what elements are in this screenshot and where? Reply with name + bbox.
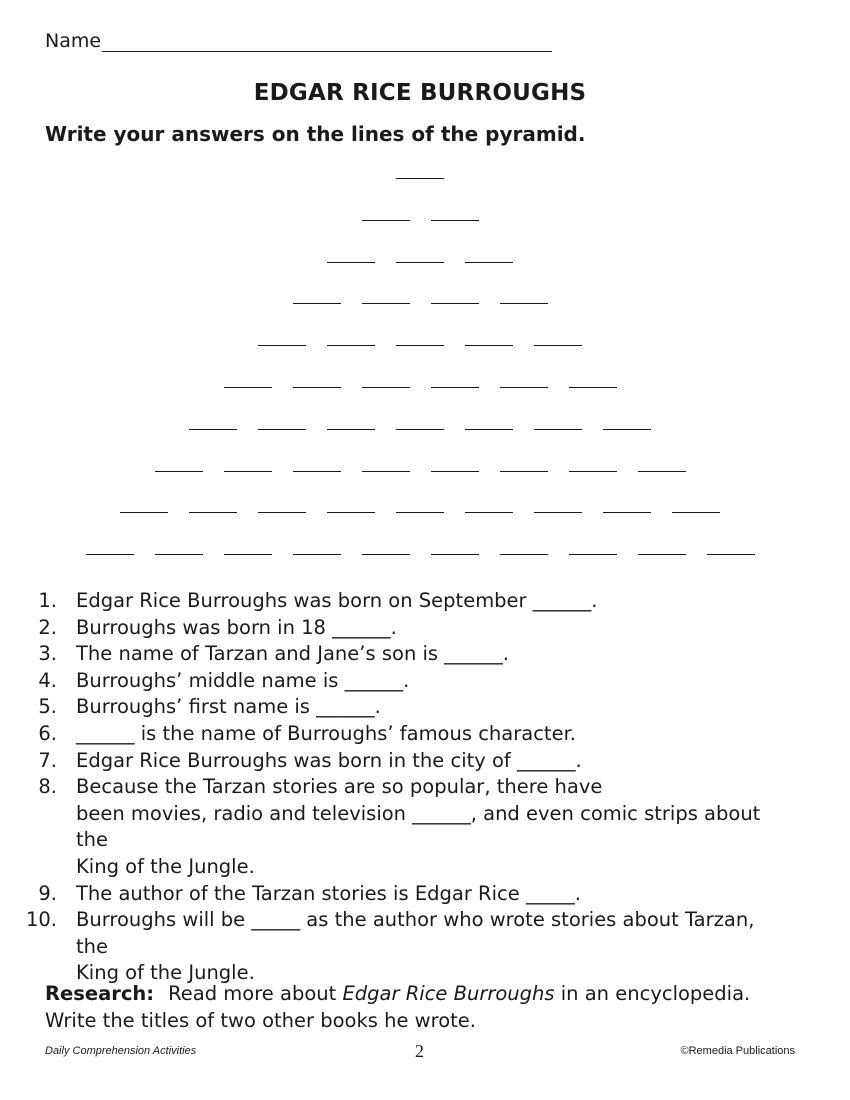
pyramid-answer-blank[interactable]	[327, 345, 375, 346]
pyramid-answer-blank[interactable]	[293, 303, 341, 304]
pyramid-answer-blank[interactable]	[431, 471, 479, 472]
pyramid-answer-blank[interactable]	[500, 387, 548, 388]
pyramid-row	[0, 220, 840, 221]
pyramid-answer-blank[interactable]	[258, 512, 306, 513]
pyramid-answer-blank[interactable]	[707, 554, 755, 555]
pyramid-answer-blank[interactable]	[534, 512, 582, 513]
question-number: 8.	[38, 775, 57, 799]
pyramid-answer-blank[interactable]	[431, 554, 479, 555]
pyramid-answer-blank[interactable]	[224, 471, 272, 472]
pyramid-answer-blank[interactable]	[293, 471, 341, 472]
question-text: Edgar Rice Burroughs was born in the city of ______.	[76, 748, 582, 772]
pyramid-answer-blank[interactable]	[293, 387, 341, 388]
footer-series-title: Daily Comprehension Activities	[45, 1045, 197, 1057]
pyramid-answer-blank[interactable]	[534, 429, 582, 430]
pyramid-answer-blank[interactable]	[465, 262, 513, 263]
pyramid-row	[0, 345, 840, 346]
pyramid-answer-blank[interactable]	[258, 429, 306, 430]
question-text: King of the Jungle.	[76, 854, 255, 878]
question-line	[0, 907, 840, 960]
pyramid-answer-blank[interactable]	[396, 429, 444, 430]
pyramid-answer-blank[interactable]	[155, 471, 203, 472]
pyramid-answer-blank[interactable]	[327, 512, 375, 513]
question-number: 1.	[38, 589, 57, 612]
pyramid-answer-blank[interactable]	[362, 471, 410, 472]
question-line	[0, 668, 840, 695]
question-number: 9.	[38, 881, 57, 905]
pyramid-answer-blank[interactable]	[500, 554, 548, 555]
research-text-before: Read more about	[168, 982, 343, 1005]
pyramid-answer-blank[interactable]	[396, 262, 444, 263]
pyramid-answer-blank[interactable]	[569, 387, 617, 388]
question-text: ______ is the name of Burroughs’ famous character.	[76, 721, 576, 745]
question-line	[0, 588, 840, 615]
pyramid-answer-blank[interactable]	[569, 554, 617, 555]
research-prompt	[45, 980, 805, 1034]
page-title: EDGAR RICE BURROUGHS	[253, 80, 587, 106]
pyramid-answer-blank[interactable]	[362, 220, 410, 221]
pyramid-row	[0, 387, 840, 388]
question-text: Edgar Rice Burroughs was born on September ______.	[76, 589, 598, 612]
pyramid-answer-blank[interactable]	[362, 303, 410, 304]
pyramid-answer-blank[interactable]	[603, 429, 651, 430]
question-text: Burroughs was born in 18 ______.	[76, 615, 397, 639]
question-line	[0, 774, 840, 801]
question-text: The name of Tarzan and Jane’s son is ______.	[76, 642, 509, 666]
pyramid-answer-blank[interactable]	[465, 512, 513, 513]
pyramid-answer-blank[interactable]	[638, 554, 686, 555]
pyramid-answer-blank[interactable]	[603, 512, 651, 513]
pyramid-answer-blank[interactable]	[672, 512, 720, 513]
pyramid-answer-blank[interactable]	[465, 345, 513, 346]
pyramid-answer-blank[interactable]	[120, 512, 168, 513]
pyramid-answer-blank[interactable]	[189, 429, 237, 430]
footer-copyright: ©Remedia Publications	[680, 1045, 795, 1057]
name-field-row	[45, 30, 552, 52]
pyramid-row	[0, 512, 840, 513]
pyramid-answer-blank[interactable]	[500, 471, 548, 472]
research-label: Research:	[45, 982, 155, 1005]
pyramid-row	[0, 554, 840, 555]
question-text: The author of the Tarzan stories is Edgar Rice _____.	[76, 881, 581, 905]
question-number: 10.	[25, 908, 57, 932]
question-number: 5.	[38, 695, 57, 719]
question-number: 3.	[38, 642, 57, 666]
question-number: 7.	[38, 748, 57, 772]
question-text: Burroughs’ first name is ______.	[76, 695, 381, 719]
question-number: 4.	[38, 668, 57, 692]
pyramid-answer-blank[interactable]	[362, 554, 410, 555]
pyramid-row	[0, 303, 840, 304]
pyramid-answer-blank[interactable]	[500, 303, 548, 304]
pyramid-answer-blank[interactable]	[431, 387, 479, 388]
pyramid-answer-blank[interactable]	[86, 554, 134, 555]
question-text: Because the Tarzan stories are so popular, there have	[76, 775, 603, 799]
pyramid-answer-blank[interactable]	[224, 554, 272, 555]
question-line	[0, 615, 840, 642]
pyramid-answer-blank[interactable]	[465, 429, 513, 430]
research-text-after: in an encyclopedia. Write the titles of two other books he wrote.	[45, 982, 751, 1032]
question-line	[0, 801, 840, 854]
question-line	[0, 854, 840, 881]
pyramid-answer-blank[interactable]	[569, 471, 617, 472]
question-text: been movies, radio and television ______, and even comic strips about the	[76, 801, 761, 852]
question-number	[0, 801, 76, 854]
pyramid-answer-blank[interactable]	[155, 554, 203, 555]
pyramid-answer-blank[interactable]	[431, 303, 479, 304]
question-number	[0, 854, 76, 881]
page-footer	[45, 1041, 795, 1061]
pyramid-answer-blank[interactable]	[293, 554, 341, 555]
question-text: Burroughs will be _____ as the author who wrote stories about Tarzan, the	[76, 908, 755, 958]
pyramid-answer-blank[interactable]	[327, 429, 375, 430]
question-text: Burroughs’ middle name is ______.	[76, 668, 410, 692]
pyramid-answer-blank[interactable]	[534, 345, 582, 346]
name-input-line[interactable]	[102, 33, 552, 52]
question-list	[0, 588, 840, 987]
pyramid-answer-blank[interactable]	[396, 178, 444, 179]
question-line	[0, 694, 840, 721]
question-line	[0, 721, 840, 748]
question-number: 6.	[38, 721, 57, 745]
pyramid-row	[0, 262, 840, 263]
pyramid-answer-blank[interactable]	[396, 345, 444, 346]
pyramid-row	[0, 178, 840, 179]
research-italic-title: Edgar Rice Burroughs	[342, 982, 555, 1005]
pyramid-row	[0, 429, 840, 430]
pyramid-answer-blank[interactable]	[396, 512, 444, 513]
pyramid-answer-blank[interactable]	[638, 471, 686, 472]
question-line	[0, 881, 840, 908]
question-line	[0, 641, 840, 668]
question-number: 2.	[38, 615, 57, 639]
pyramid-answer-blank[interactable]	[224, 387, 272, 388]
name-label: Name	[45, 30, 102, 52]
pyramid-answer-blank[interactable]	[362, 387, 410, 388]
pyramid-row	[0, 471, 840, 472]
pyramid-answer-blank[interactable]	[258, 345, 306, 346]
pyramid-answer-blank[interactable]	[189, 512, 237, 513]
question-text: King of the Jungle.	[76, 961, 255, 985]
question-line	[0, 748, 840, 775]
page-number: 2	[415, 1041, 424, 1061]
pyramid-answer-blank[interactable]	[431, 220, 479, 221]
instruction-text: Write your answers on the lines of the pyramid.	[45, 122, 586, 146]
pyramid-answer-blank[interactable]	[327, 262, 375, 263]
